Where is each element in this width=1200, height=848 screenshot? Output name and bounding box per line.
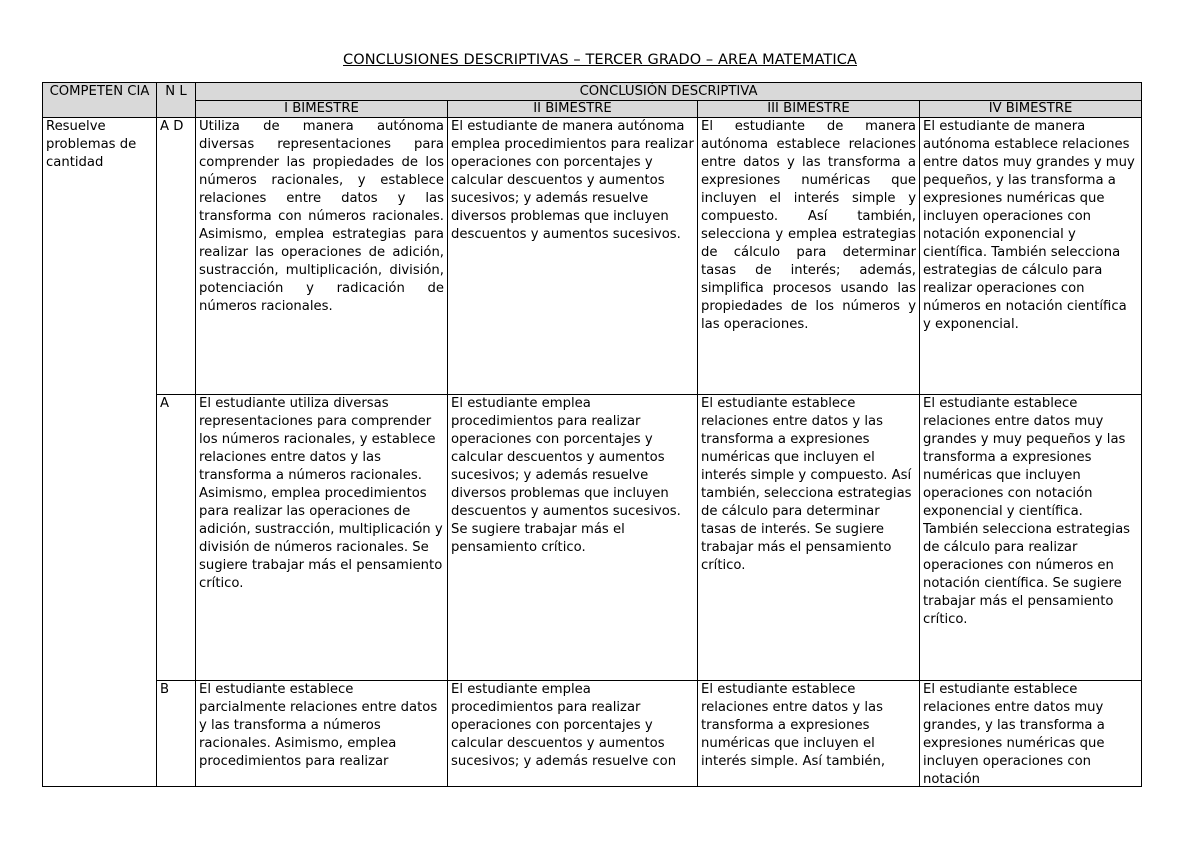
conclusions-table <box>42 82 1142 787</box>
conclusion-text: El estudiante de manera autónoma emplea procedimientos para realizar operaciones con porcentajes y calcular descuentos y aumentos sucesivos; y además resuelve diversos problemas que incluyen descuentos y aumentos sucesivos. <box>451 119 694 242</box>
conclusion-cell <box>920 395 1142 681</box>
conclusion-cell <box>698 395 920 681</box>
conclusion-cell <box>448 395 698 681</box>
level-cell: B <box>157 681 196 787</box>
conclusion-text: El estudiante establece relaciones entre datos muy grandes y muy pequeños y las transforma a expresiones numéricas que incluyen operaciones con notación exponencial y científica. También selecciona estrategias de cálculo para realizar operaciones con números en notación científica. Se sugiere trabajar más el pensamiento crítico. <box>923 396 1131 627</box>
table-header-row <box>43 83 1142 101</box>
conclusion-text: El estudiante utiliza diversas representaciones para comprender los números racionales, y establece relaciones entre datos y las transforma a números racionales. Asimismo, emplea procedimientos para realizar las operaciones de adición, sustracción, multiplicación y división de números racionales. Se sugiere trabajar más el pensamiento crítico. <box>199 396 443 591</box>
level-cell: A <box>157 395 196 681</box>
conclusion-cell <box>196 395 448 681</box>
conclusion-text: Utiliza de manera autónoma diversas representaciones para comprender las propiedades de los números racionales, y establece relaciones entre datos y las transforma con números racionales. Asimismo, emplea estrategias para realizar las operaciones de adición, sustracción, multiplicación, división, potenciación y radicación de números racionales. <box>199 119 444 314</box>
conclusion-cell <box>698 118 920 395</box>
competencia-cell: Resuelve problemas de cantidad <box>43 118 157 787</box>
conclusion-text: El estudiante emplea procedimientos para realizar operaciones con porcentajes y calcular descuentos y aumentos sucesivos; y además resuelve diversos problemas que incluyen descuentos y aumentos sucesivos. Se sugiere trabajar más el pensamiento crítico. <box>451 396 681 555</box>
conclusion-cell <box>196 681 448 787</box>
header-bimestre-1: I BIMESTRE <box>196 101 448 118</box>
document-title: CONCLUSIONES DESCRIPTIVAS – TERCER GRADO – AREA MATEMATICA <box>343 52 857 68</box>
header-bimestre-3: III BIMESTRE <box>698 101 920 118</box>
header-bimestre-2: II BIMESTRE <box>448 101 698 118</box>
header-competencia: COMPETEN CIA <box>43 83 157 118</box>
conclusion-cell <box>448 681 698 787</box>
conclusion-cell <box>196 118 448 395</box>
conclusion-text: El estudiante establece relaciones entre datos muy grandes, y las transforma a expresiones numéricas que incluyen operaciones con notación <box>923 682 1105 786</box>
table-subheader-row <box>43 101 1142 118</box>
header-bimestre-4: IV BIMESTRE <box>920 101 1142 118</box>
level-cell: A D <box>157 118 196 395</box>
conclusion-text: El estudiante establece relaciones entre datos y las transforma a expresiones numéricas que incluyen el interés simple y compuesto. Así también, selecciona estrategias de cálculo para determinar tasas de interés. Se sugiere trabajar más el pensamiento crítico. <box>701 396 912 573</box>
conclusion-cell <box>920 681 1142 787</box>
conclusion-cell <box>698 681 920 787</box>
table-row <box>43 681 1142 787</box>
conclusion-text: El estudiante emplea procedimientos para realizar operaciones con porcentajes y calcular descuentos y aumentos sucesivos; y además resuelve con <box>451 682 677 769</box>
header-nl: N L <box>157 83 196 118</box>
conclusion-text: El estudiante de manera autónoma establece relaciones entre datos y las transforma a expresiones numéricas que incluyen el interés simple y compuesto. Así también, selecciona y emplea estrategias de cálculo para determinar tasas de interés; además, simplifica procesos usando las propiedades de los números y las operaciones. <box>701 119 916 332</box>
conclusion-cell <box>920 118 1142 395</box>
conclusion-text: El estudiante establece parcialmente relaciones entre datos y las transforma a números racionales. Asimismo, emplea procedimientos para realizar <box>199 682 438 769</box>
header-conclusion: CONCLUSIÓN DESCRIPTIVA <box>196 83 1142 101</box>
table-row <box>43 118 1142 395</box>
conclusion-text: El estudiante establece relaciones entre datos y las transforma a expresiones numéricas que incluyen el interés simple. Así también, <box>701 682 886 769</box>
conclusion-cell <box>448 118 698 395</box>
conclusion-text: El estudiante de manera autónoma establece relaciones entre datos muy grandes y muy pequeños, y las transforma a expresiones numéricas que incluyen operaciones con notación exponencial y científica. También selecciona estrategias de cálculo para realizar operaciones con números en notación científica y exponencial. <box>923 119 1135 332</box>
table-row <box>43 395 1142 681</box>
